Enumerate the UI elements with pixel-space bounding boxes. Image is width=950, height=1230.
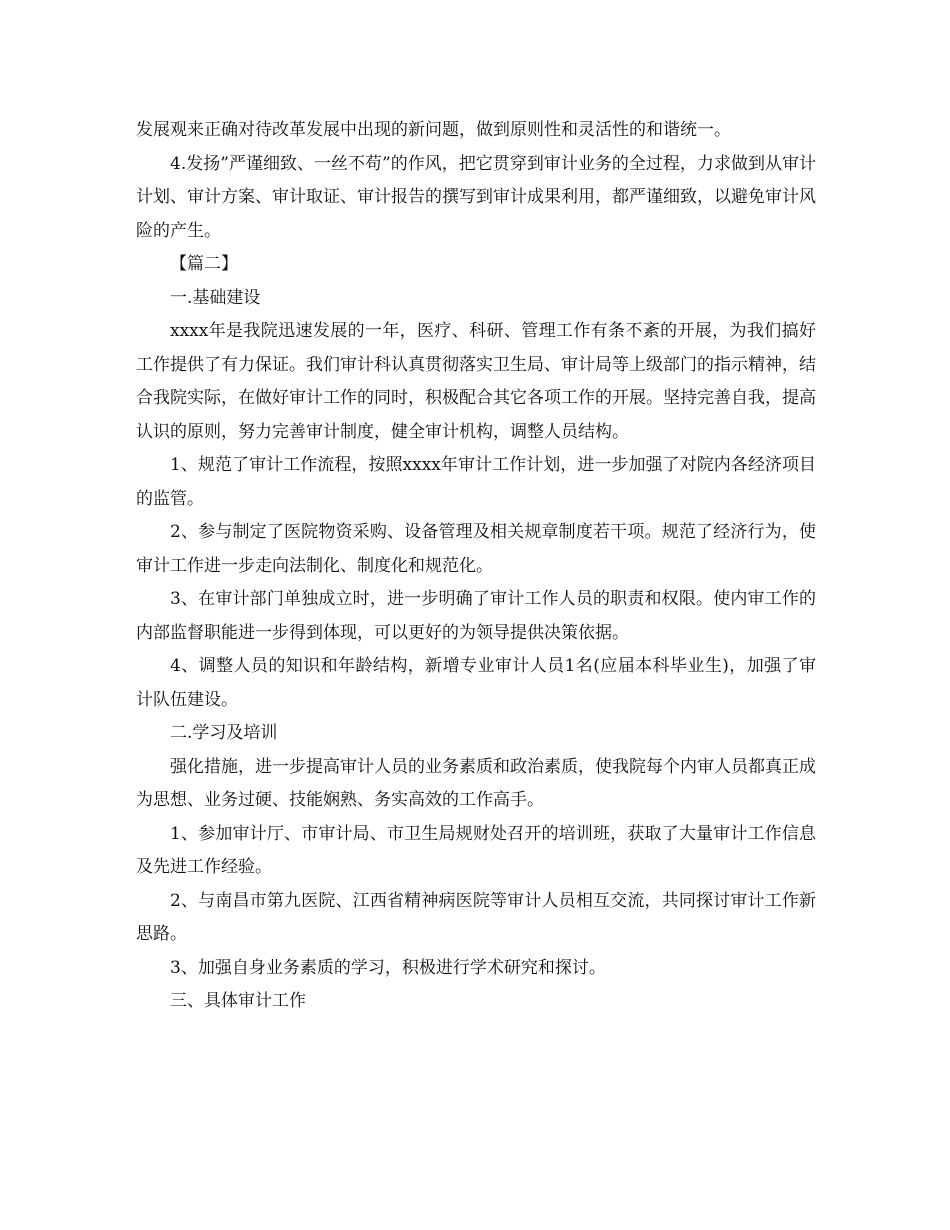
paragraph-training-intro: 强化措施，进一步提高审计人员的业务素质和政治素质，使我院每个内审人员都真正成为思想、业务过硬、技能娴熟、务实高效的工作高手。 bbox=[136, 756, 816, 810]
subheading-infrastructure: 一.基础建设 bbox=[170, 287, 261, 308]
training-item-2: 2、与南昌市第九医院、江西省精神病医院等审计人员相互交流，共同探讨审计工作新思路。 bbox=[136, 890, 816, 944]
list-item-1: 1、规范了审计工作流程，按照xxxx年审计工作计划，进一步加强了对院内各经济项目的监管。 bbox=[136, 455, 816, 509]
training-item-1: 1、参加审计厅、市审计局、市卫生局规财处召开的培训班，获取了大量审计工作信息及先进工作经验。 bbox=[136, 823, 816, 877]
list-item-3: 3、在审计部门单独成立时，进一步明确了审计工作人员的职责和权限。使内审工作的内部监督职能进一步得到体现，可以更好的为领导提供决策依据。 bbox=[136, 589, 816, 643]
subheading-training: 二.学习及培训 bbox=[170, 723, 278, 743]
paragraph-item-4: 4.发扬”严谨细致、一丝不苟”的作风，把它贯穿到审计业务的全过程，力求做到从审计计划、审计方案、审计取证、审计报告的撰写到审计成果利用，都严谨细致，以避免审计风险的产生。 bbox=[136, 153, 816, 241]
document-body bbox=[136, 114, 816, 1019]
training-item-3: 3、加强自身业务素质的学习，积极进行学术研究和探讨。 bbox=[170, 957, 606, 978]
paragraph-continuation: 发展观来正确对待改革发展中出现的新问题，做到原则性和灵活性的和谐统一。 bbox=[136, 120, 731, 140]
list-item-2: 2、参与制定了医院物资采购、设备管理及相关规章制度若干项。规范了经济行为，使审计工作进一步走向法制化、制度化和规范化。 bbox=[136, 522, 816, 576]
section-heading-part-two: 【篇二】 bbox=[170, 254, 238, 274]
subheading-audit-work: 三、具体审计工作 bbox=[170, 991, 306, 1011]
paragraph-infrastructure-intro: xxxx年是我院迅速发展的一年，医疗、科研、管理工作有条不紊的开展，为我们搞好工作提供了有力保证。我们审计科认真贯彻落实卫生局、审计局等上级部门的指示精神，结合我院实际，在做好审计工作的同时，积极配合其它各项工作的开展。坚持完善自我，提高认识的原则，努力完善审计制度，健全审计机构，调整人员结构。 bbox=[136, 321, 816, 442]
list-item-4: 4、调整人员的知识和年龄结构，新增专业审计人员1名(应届本科毕业生)，加强了审计队伍建设。 bbox=[136, 656, 816, 710]
